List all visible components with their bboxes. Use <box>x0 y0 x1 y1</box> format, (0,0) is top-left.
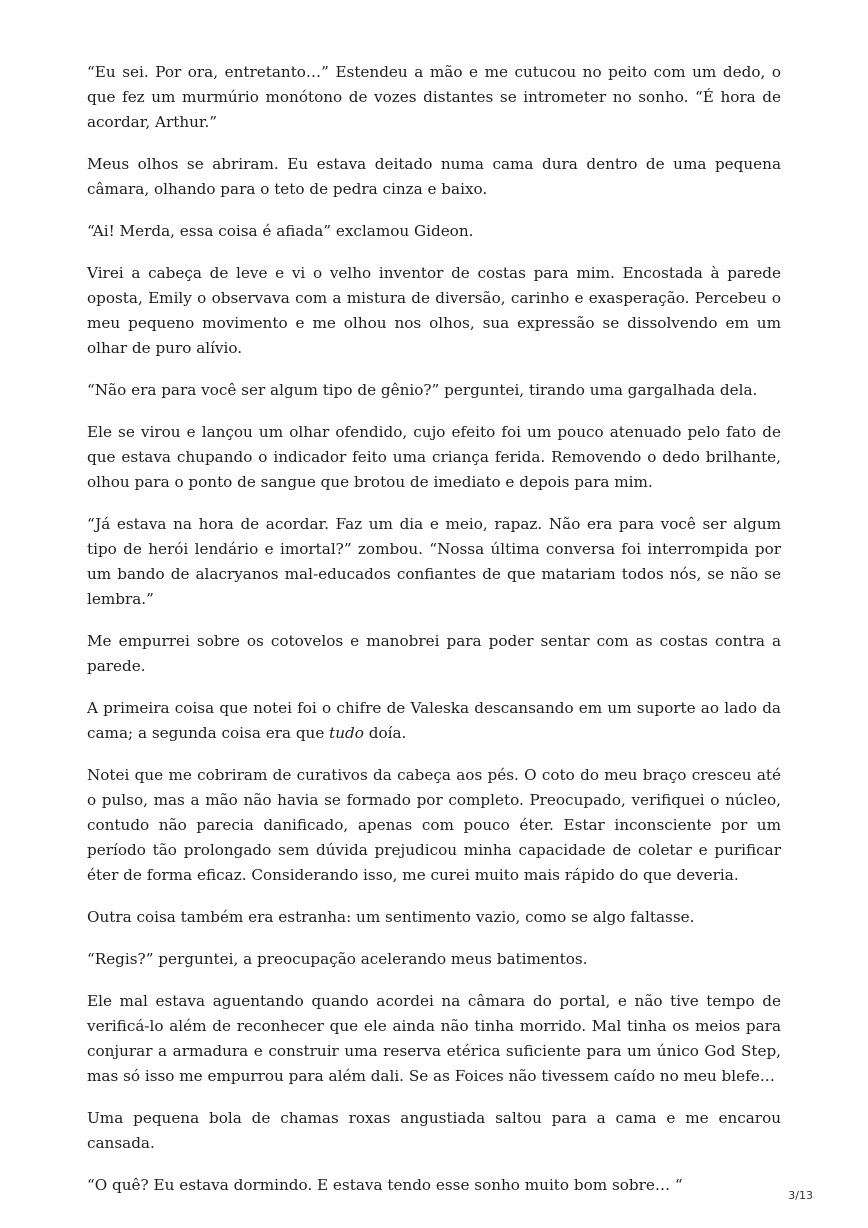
paragraph: “Regis?” perguntei, a preocupação acelerando meus batimentos. <box>87 950 588 968</box>
emphasized-word: tudo <box>329 724 364 742</box>
paragraph: “Ai! Merda, essa coisa é afiada” exclamou Gideon. <box>87 222 474 240</box>
paragraph: Outra coisa também era estranha: um sentimento vazio, como se algo faltasse. <box>87 908 695 926</box>
paragraph: “O quê? Eu estava dormindo. E estava tendo esse sonho muito bom sobre… “ <box>87 1176 683 1194</box>
paragraph: Notei que me cobriram de curativos da cabeça aos pés. O coto do meu braço cresceu até o pulso, mas a mão não havia se formado por completo. Preocupado, verifiquei o núcleo, contudo não parecia danificado, apenas com pouco éter. Estar inconsciente por um período tão prolongado sem dúvida prejudicou minha capacidade de coletar e purificar éter de forma eficaz. Considerando isso, me curei muito mais rápido do que deveria. <box>87 766 781 884</box>
paragraph: “Eu sei. Por ora, entretanto…” Estendeu a mão e me cutucou no peito com um dedo, o que fez um murmúrio monótono de vozes distantes se intrometer no sonho. “É hora de acordar, Arthur.” <box>87 63 781 131</box>
paragraph <box>87 696 781 746</box>
paragraph: Ele se virou e lançou um olhar ofendido, cujo efeito foi um pouco atenuado pelo fato de que estava chupando o indicador feito uma criança ferida. Removendo o dedo brilhante, olhou para o ponto de sangue que brotou de imediato e depois para mim. <box>87 423 781 491</box>
paragraph: Meus olhos se abriram. Eu estava deitado numa cama dura dentro de uma pequena câmara, olhando para o teto de pedra cinza e baixo. <box>87 155 781 198</box>
paragraph: Virei a cabeça de leve e vi o velho inventor de costas para mim. Encostada à parede oposta, Emily o observava com a mistura de diversão, carinho e exasperação. Percebeu o meu pequeno movimento e me olhou nos olhos, sua expressão se dissolvendo em um olhar de puro alívio. <box>87 264 781 357</box>
paragraph: “Não era para você ser algum tipo de gênio?” perguntei, tirando uma gargalhada dela. <box>87 381 758 399</box>
paragraph-text: A primeira coisa que notei foi o chifre de Valeska descansando em um suporte ao lado da cama; a segunda coisa era que <box>87 699 781 742</box>
paragraph-text: doía. <box>363 724 407 742</box>
document-body <box>87 60 781 1215</box>
paragraph: Uma pequena bola de chamas roxas angustiada saltou para a cama e me encarou cansada. <box>87 1109 781 1152</box>
paragraph: Ele mal estava aguentando quando acordei na câmara do portal, e não tive tempo de verificá-lo além de reconhecer que ele ainda não tinha morrido. Mal tinha os meios para conjurar a armadura e construir uma reserva etérica suficiente para um único God Step, mas só isso me empurrou para além dali. Se as Foices não tivessem caído no meu blefe… <box>87 992 781 1085</box>
paragraph: Me empurrei sobre os cotovelos e manobrei para poder sentar com as costas contra a parede. <box>87 632 781 675</box>
paragraph: “Já estava na hora de acordar. Faz um dia e meio, rapaz. Não era para você ser algum tipo de herói lendário e imortal?” zombou. “Nossa última conversa foi interrompida por um bando de alacryanos mal-educados confiantes de que matariam todos nós, se não se lembra.” <box>87 515 781 608</box>
page-number: 3/13 <box>788 1189 813 1202</box>
